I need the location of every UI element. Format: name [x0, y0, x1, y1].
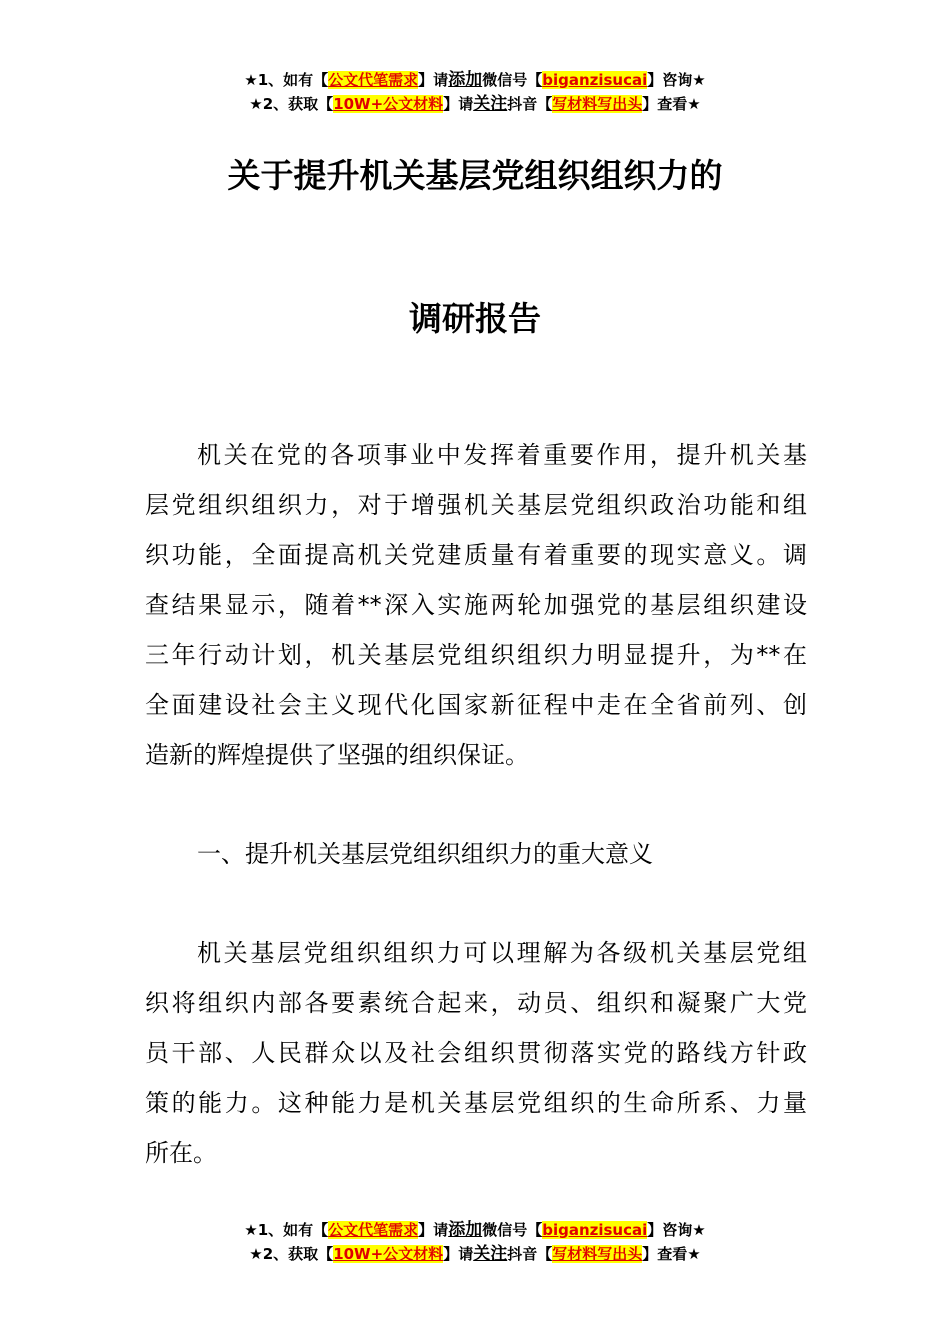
paragraph-2 — [145, 928, 807, 1178]
banner-text: ★1、如有【 — [244, 1221, 329, 1239]
banner-text: 】咨询★ — [647, 1221, 706, 1239]
banner-text: 抖音【 — [507, 95, 553, 113]
underlined-add: 添加 — [448, 1220, 483, 1240]
banner-text: 】查看★ — [642, 95, 701, 113]
text-line: 层党组织组织力，对于增强机关基层党组织政治功能和组 — [145, 491, 807, 519]
header-banner — [0, 68, 950, 116]
highlight-materials: 10W+公文材料 — [333, 95, 444, 113]
banner-line-1 — [0, 1218, 950, 1242]
banner-line-2 — [0, 92, 950, 116]
document-title-line-2: 调研报告 — [409, 299, 541, 338]
banner-text: 微信号【 — [482, 1221, 543, 1239]
highlight-wechat-id: biganzisucai — [542, 1221, 648, 1239]
banner-text: 】请 — [443, 1245, 474, 1263]
banner-text: 微信号【 — [482, 71, 543, 89]
text-line: 机关在党的各项事业中发挥着重要作用，提升机关基 — [197, 441, 807, 469]
banner-text: 】请 — [443, 95, 474, 113]
heading-text: 一、提升机关基层党组织组织力的重大意义 — [197, 840, 653, 868]
banner-line-2 — [0, 1242, 950, 1266]
highlight-service: 公文代笔需求 — [328, 71, 419, 89]
text-line: 策的能力。这种能力是机关基层党组织的生命所系、力量 — [145, 1089, 807, 1117]
text-line: 所在。 — [145, 1139, 217, 1167]
section-heading-1 — [145, 829, 807, 879]
document-title-line-1: 关于提升机关基层党组织组织力的 — [227, 156, 723, 195]
banner-text: ★2、获取【 — [249, 95, 334, 113]
text-line: 织将组织内部各要素统合起来，动员、组织和凝聚广大党 — [145, 989, 807, 1017]
text-line: 员干部、人民群众以及社会组织贯彻落实党的路线方针政 — [145, 1039, 807, 1067]
highlight-materials: 10W+公文材料 — [333, 1245, 444, 1263]
highlight-douyin: 写材料写出头 — [552, 95, 643, 113]
text-line: 全面建设社会主义现代化国家新征程中走在全省前列、创 — [145, 691, 807, 719]
banner-text: ★1、如有【 — [244, 71, 329, 89]
text-line: 查结果显示，随着**深入实施两轮加强党的基层组织建设 — [145, 591, 807, 619]
highlight-service: 公文代笔需求 — [328, 1221, 419, 1239]
paragraph-1 — [145, 430, 807, 780]
underlined-add: 添加 — [448, 70, 483, 90]
underlined-follow: 关注 — [473, 94, 508, 114]
text-line: 织功能，全面提高机关党建质量有着重要的现实意义。调 — [145, 541, 807, 569]
banner-text: ★2、获取【 — [249, 1245, 334, 1263]
text-line: 造新的辉煌提供了坚强的组织保证。 — [145, 741, 529, 769]
banner-line-1 — [0, 68, 950, 92]
banner-text: 抖音【 — [507, 1245, 553, 1263]
banner-text: 】请 — [418, 1221, 449, 1239]
text-line: 三年行动计划，机关基层党组织组织力明显提升，为**在 — [145, 641, 807, 669]
banner-text: 】请 — [418, 71, 449, 89]
text-line: 机关基层党组织组织力可以理解为各级机关基层党组 — [197, 939, 807, 967]
banner-text: 】查看★ — [642, 1245, 701, 1263]
banner-text: 】咨询★ — [647, 71, 706, 89]
highlight-douyin: 写材料写出头 — [552, 1245, 643, 1263]
highlight-wechat-id: biganzisucai — [542, 71, 648, 89]
footer-banner — [0, 1218, 950, 1266]
underlined-follow: 关注 — [473, 1244, 508, 1264]
